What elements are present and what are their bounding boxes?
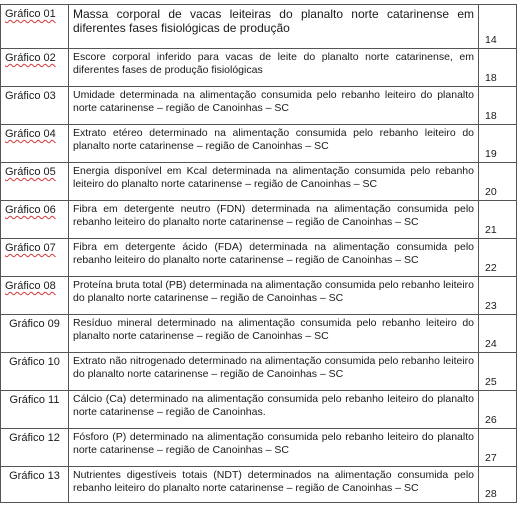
table-row: [1, 315, 517, 353]
page-number: 14: [485, 34, 497, 46]
chart-description-cell: [69, 201, 479, 239]
page-number: 18: [485, 110, 497, 122]
page-number: 18: [485, 72, 497, 84]
chart-label: Gráfico 04: [5, 128, 56, 140]
chart-description-cell: [69, 239, 479, 277]
table-row: [1, 429, 517, 467]
chart-label: Gráfico 05: [5, 166, 56, 178]
chart-description: Escore corporal inferido para vacas de leite do planalto norte catarinense, em diferentes fases de produção fisiológicas: [73, 51, 474, 76]
chart-label-cell: [1, 163, 69, 201]
table-row: [1, 239, 517, 277]
page-number: 23: [485, 300, 497, 312]
page-number-cell: [479, 315, 517, 353]
table-row: [1, 5, 517, 49]
chart-label-cell: [1, 87, 69, 125]
page-number: 21: [485, 224, 497, 236]
chart-label-cell: [1, 429, 69, 467]
page-number: 25: [485, 376, 497, 388]
chart-label-cell: [1, 277, 69, 315]
page-number-cell: [479, 391, 517, 429]
page-number-cell: [479, 5, 517, 49]
chart-description: Fibra em detergente ácido (FDA) determinada na alimentação consumida pelo rebanho leiteiro do planalto norte catarinense – região de Canoinhas – SC: [73, 241, 474, 266]
page-number-cell: [479, 125, 517, 163]
chart-label: Gráfico 10: [9, 356, 60, 368]
chart-label-cell: [1, 49, 69, 87]
chart-description: Umidade determinada na alimentação consumida pelo rebanho leiteiro do planalto norte catarinense – região de Canoinhas – SC: [73, 89, 474, 114]
chart-label-cell: [1, 353, 69, 391]
table-row: [1, 125, 517, 163]
chart-label-cell: [1, 5, 69, 49]
chart-description: Extrato não nitrogenado determinado na alimentação consumida pelo rebanho leiteiro do planalto norte catarinense – região de Canoinhas – SC: [73, 355, 474, 380]
chart-label: Gráfico 07: [5, 242, 56, 254]
chart-description-cell: [69, 163, 479, 201]
page-number: 22: [485, 262, 497, 274]
chart-label-cell: [1, 239, 69, 277]
table-row: [1, 277, 517, 315]
chart-description: Massa corporal de vacas leiteiras do planalto norte catarinense em diferentes fases fisiológicas de produção: [73, 7, 474, 35]
chart-description: Extrato etéreo determinado na alimentação consumida pelo rebanho leiteiro do planalto norte catarinense – região de Canoinhas – SC: [73, 127, 474, 152]
chart-description-cell: [69, 125, 479, 163]
chart-description-cell: [69, 49, 479, 87]
table-row: [1, 467, 517, 503]
page-number: 20: [485, 186, 497, 198]
chart-label: Gráfico 01: [5, 8, 56, 20]
page-number-cell: [479, 429, 517, 467]
chart-description-cell: [69, 353, 479, 391]
table-row: [1, 87, 517, 125]
page-number-cell: [479, 467, 517, 503]
chart-label: Gráfico 11: [9, 394, 60, 406]
page-number-cell: [479, 277, 517, 315]
table-row: [1, 353, 517, 391]
page-number-cell: [479, 163, 517, 201]
table-row: [1, 49, 517, 87]
chart-label-cell: [1, 201, 69, 239]
page-number: 19: [485, 148, 497, 160]
chart-description-cell: [69, 5, 479, 49]
chart-description: Nutrientes digestíveis totais (NDT) determinados na alimentação consumida pelo rebanho leiteiro do planalto norte catarinense – região de Canoinhas – SC: [73, 469, 474, 494]
page-number: 28: [485, 488, 497, 500]
chart-label: Gráfico 09: [9, 318, 60, 330]
chart-description-cell: [69, 277, 479, 315]
table-row: [1, 201, 517, 239]
chart-description-cell: [69, 429, 479, 467]
chart-label: Gráfico 06: [5, 204, 56, 216]
table-row: [1, 391, 517, 429]
page-number: 26: [485, 414, 497, 426]
chart-description-cell: [69, 467, 479, 503]
chart-label: Gráfico 13: [9, 470, 60, 482]
chart-label-cell: [1, 315, 69, 353]
list-of-charts-table: [0, 4, 517, 503]
chart-description: Cálcio (Ca) determinado na alimentação consumida pelo rebanho leiteiro do planalto norte catarinense – região de Canoinhas.: [73, 393, 474, 418]
table-row: [1, 163, 517, 201]
chart-label-cell: [1, 467, 69, 503]
page-number-cell: [479, 353, 517, 391]
page-number-cell: [479, 49, 517, 87]
page-number-cell: [479, 239, 517, 277]
chart-description-cell: [69, 315, 479, 353]
chart-description-cell: [69, 87, 479, 125]
chart-label: Gráfico 12: [9, 432, 60, 444]
chart-label: Gráfico 02: [5, 52, 56, 64]
chart-description: Fósforo (P) determinado na alimentação consumida pelo rebanho leiteiro do planalto norte catarinense – região de Canoinhas – SC: [73, 431, 474, 456]
chart-label: Gráfico 08: [5, 280, 56, 292]
chart-label-cell: [1, 391, 69, 429]
page-number: 24: [485, 338, 497, 350]
chart-description-cell: [69, 391, 479, 429]
chart-description: Resíduo mineral determinado na alimentação consumida pelo rebanho leiteiro do planalto norte catarinense – região de Canoinhas – SC: [73, 317, 474, 342]
chart-label: Gráfico 03: [5, 90, 56, 102]
page-number: 27: [485, 452, 497, 464]
page-number-cell: [479, 201, 517, 239]
chart-description: Energia disponível em Kcal determinada na alimentação consumida pelo rebanho leiteiro do planalto norte catarinense – região de Canoinhas – SC: [73, 165, 474, 190]
chart-description: Proteína bruta total (PB) determinada na alimentação consumida pelo rebanho leiteiro do planalto norte catarinense – região de Canoinhas – SC: [73, 279, 474, 304]
chart-description: Fibra em detergente neutro (FDN) determinada na alimentação consumida pelo rebanho leiteiro do planalto norte catarinense – região de Canoinhas – SC: [73, 203, 474, 228]
page-number-cell: [479, 87, 517, 125]
chart-label-cell: [1, 125, 69, 163]
